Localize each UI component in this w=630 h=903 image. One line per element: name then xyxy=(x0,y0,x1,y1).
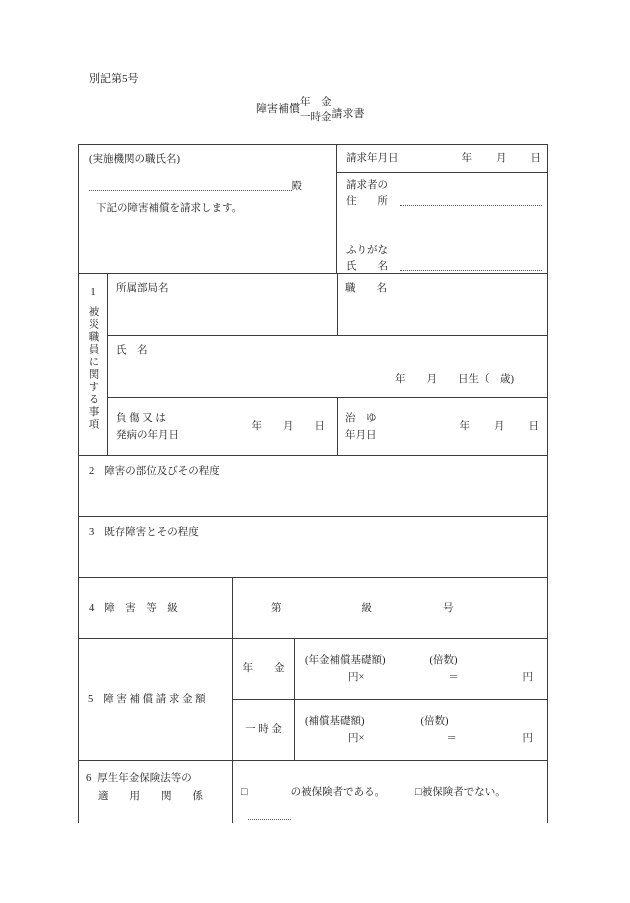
injury-date-label xyxy=(116,410,179,444)
section6-content-cell xyxy=(233,761,547,823)
healing-date-label-line1: 治 ゆ xyxy=(345,412,377,424)
birth-date-label: 年 月 日生（ 歳) xyxy=(395,374,514,385)
pension-formula-cell[interactable] xyxy=(295,639,547,699)
healing-year-label: 年 xyxy=(459,421,470,432)
grade-prefix-label: 第 xyxy=(271,602,282,614)
position-cell[interactable] xyxy=(338,274,547,335)
injury-date-ymd xyxy=(252,420,326,433)
section5-content xyxy=(233,639,547,760)
insured-option-text: の被保険者である。 xyxy=(290,786,386,798)
employee-name-label: 氏 名 xyxy=(116,345,148,356)
pension-type-cell xyxy=(233,639,295,699)
injury-date-label-line1: 負 傷 又 は xyxy=(116,412,166,424)
grade-unit-label: 級 xyxy=(361,602,372,614)
insurance-type-fill-line[interactable] xyxy=(248,816,291,820)
furigana-label: ふりがな xyxy=(346,245,388,256)
not-insured-checkbox[interactable]: □ xyxy=(415,785,422,798)
lump-sum-type-cell xyxy=(233,700,295,761)
claim-date-ymd xyxy=(462,152,542,165)
header-row xyxy=(79,145,547,274)
honorific-label: 殿 xyxy=(291,181,302,192)
section6-number: 6 xyxy=(86,773,92,784)
recipient-name-fill-line[interactable] xyxy=(89,187,292,191)
section2-label: 障害の部位及びその程度 xyxy=(104,466,220,477)
section4-number: 4 xyxy=(89,602,95,614)
grade-suffix-label: 号 xyxy=(443,602,454,614)
claimant-info-block xyxy=(337,173,547,273)
position-label: 職 名 xyxy=(345,283,387,294)
lump-sum-yen-times-label: 円× xyxy=(348,732,365,744)
department-label: 所属部局名 xyxy=(116,283,169,294)
implementing-agency-label: (実施機関の職氏名) xyxy=(89,154,180,165)
section1-department-row xyxy=(108,274,547,336)
claim-form-table xyxy=(78,144,548,823)
department-cell[interactable] xyxy=(108,274,338,335)
lump-sum-formula-cell[interactable] xyxy=(295,700,547,761)
section6-label-line1-row xyxy=(79,772,232,785)
recipient-cell xyxy=(79,145,337,273)
section1-label-column xyxy=(79,274,108,455)
pension-row xyxy=(233,639,547,700)
section5-label-cell xyxy=(79,639,233,760)
injury-date-label-line2: 発病の年月日 xyxy=(116,429,179,441)
form-title xyxy=(256,95,365,125)
form-number: 別記第5号 xyxy=(89,73,139,85)
claim-date-row xyxy=(337,145,547,173)
claim-date-month-label: 月 xyxy=(496,153,507,164)
section2-row[interactable] xyxy=(79,456,547,517)
pension-base-label: (年金補償基礎額) xyxy=(305,654,386,666)
section1-date-row xyxy=(108,398,547,455)
claimant-cell xyxy=(337,145,547,273)
lump-sum-formula-labels xyxy=(305,715,533,728)
section4-row xyxy=(79,578,547,639)
healing-month-label: 月 xyxy=(494,421,505,432)
section6-label-line2: 適 用 関 係 xyxy=(98,791,203,802)
healing-date-cell[interactable] xyxy=(338,398,547,455)
claimant-label-line1: 請求者の xyxy=(346,180,388,191)
section5-number: 5 xyxy=(88,694,94,705)
section5-label: 障 害 補 償 請 求 金 額 xyxy=(103,694,206,705)
section5-row xyxy=(79,639,547,761)
pension-yen-label: 円 xyxy=(522,671,533,683)
claim-date-year-label: 年 xyxy=(461,153,472,164)
request-statement: 下記の障害補償を請求します。 xyxy=(96,203,243,214)
healing-date-ymd xyxy=(460,420,540,433)
lump-sum-multiplier-label: (倍数) xyxy=(420,715,449,727)
section6-label-line1: 厚生年金保険法等の xyxy=(97,773,192,784)
pension-multiplier-label: (倍数) xyxy=(429,654,458,666)
claim-date-day-label: 日 xyxy=(530,153,541,164)
title-prefix: 障害補償 xyxy=(256,103,300,115)
section1-row xyxy=(79,274,547,456)
section2-number: 2 xyxy=(89,466,95,477)
section1-number: 1 xyxy=(90,286,96,298)
section6-row xyxy=(79,761,547,823)
section3-label: 既存障害とその程度 xyxy=(104,527,199,538)
lump-sum-equals-sign: ＝ xyxy=(446,732,457,744)
insured-checkbox[interactable]: □ xyxy=(241,785,248,798)
section4-label: 障 害 等 級 xyxy=(104,602,178,614)
section6-label-cell xyxy=(79,761,233,823)
lump-sum-row xyxy=(233,700,547,761)
title-lump-sum-line: 一時金 xyxy=(300,112,332,123)
section1-vertical-label: 被災職員に関する事項 xyxy=(87,306,99,431)
claimant-name-label: 氏 名 xyxy=(346,261,388,272)
section3-row[interactable] xyxy=(79,517,547,578)
not-insured-option-text: 被保険者でない。 xyxy=(421,786,506,798)
title-suffix: 請求書 xyxy=(331,108,365,120)
pension-formula-labels xyxy=(305,654,533,667)
injury-month-label: 月 xyxy=(283,421,294,432)
injury-date-cell[interactable] xyxy=(108,398,338,455)
section3-number: 3 xyxy=(89,527,95,538)
claimant-name-fill-line[interactable] xyxy=(400,267,542,271)
healing-day-label: 日 xyxy=(528,421,539,432)
healing-date-label-line2: 年月日 xyxy=(345,429,377,441)
section1-name-row[interactable] xyxy=(108,336,547,398)
title-type-stack xyxy=(300,95,332,125)
lump-sum-yen-label: 円 xyxy=(522,732,533,744)
pension-formula-line xyxy=(305,671,533,684)
pension-equals-sign: ＝ xyxy=(448,671,459,683)
pension-type-label: 年 金 xyxy=(242,663,285,675)
lump-sum-type-label: 一 時 金 xyxy=(245,724,282,736)
title-pension-line: 年 金 xyxy=(300,97,332,108)
pension-yen-times-label: 円× xyxy=(348,671,365,683)
lump-sum-formula-line xyxy=(305,732,533,745)
claimant-name-row xyxy=(346,260,542,273)
lump-sum-base-label: (補償基礎額) xyxy=(305,715,365,727)
recipient-name-row xyxy=(89,180,302,193)
section4-label-cell xyxy=(79,578,233,638)
claimant-address-label: 住 所 xyxy=(346,196,388,207)
section1-content xyxy=(108,274,547,455)
healing-date-label xyxy=(345,410,377,444)
injury-day-label: 日 xyxy=(314,421,325,432)
disability-grade-cell[interactable] xyxy=(233,578,547,638)
injury-year-label: 年 xyxy=(251,421,262,432)
claim-date-label: 請求年月日 xyxy=(346,153,399,164)
claimant-address-row xyxy=(346,195,542,208)
claimant-address-fill-line[interactable] xyxy=(400,202,542,206)
